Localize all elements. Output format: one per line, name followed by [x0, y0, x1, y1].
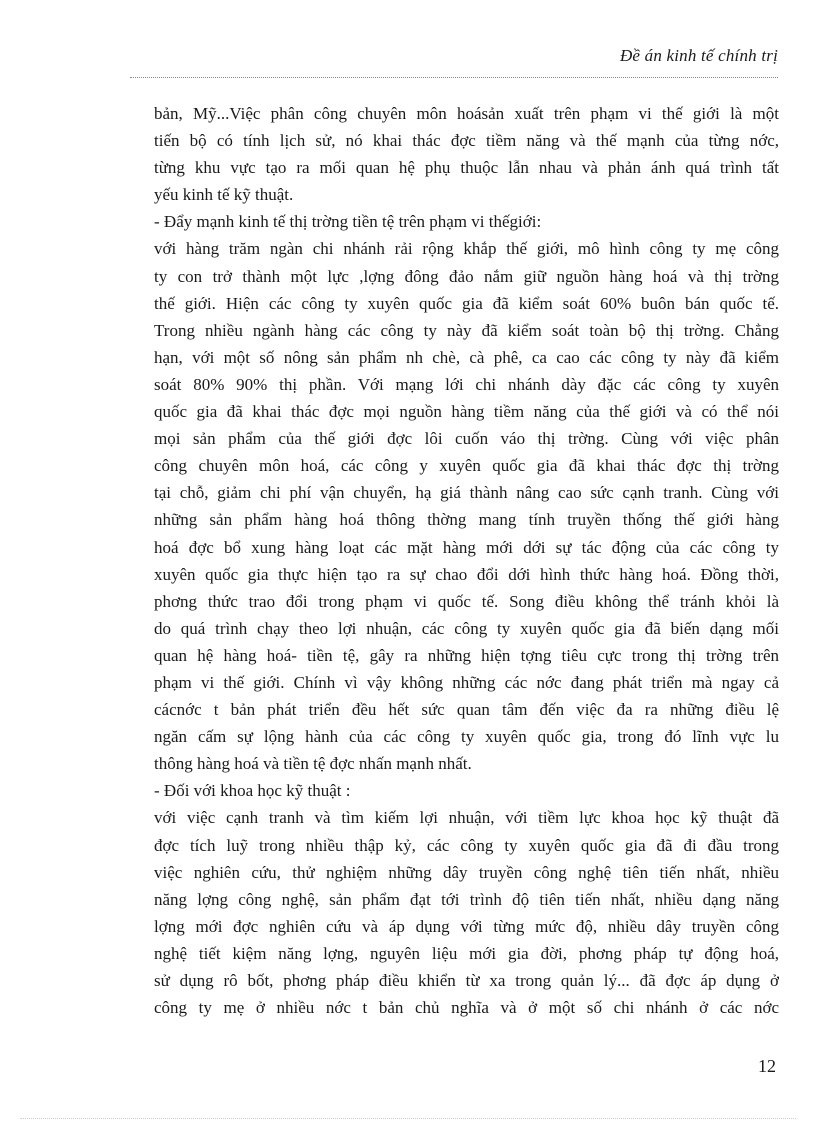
- body-text: [154, 100, 779, 1021]
- text-line: cácnớc t bản phát triển đều hết sức quan tâm đến việc đa ra những điều lệ: [154, 700, 779, 720]
- section-heading: - Đối với khoa học kỹ thuật :: [154, 781, 351, 801]
- text-line: thế giới. Hiện các công ty xuyên quốc gia đã kiểm soát 60% buôn bán quốc tế.: [154, 293, 779, 313]
- text-line: mọi sản phẩm của thế giới đợc lôi cuốn váo thị trờng. Cùng với việc phân: [154, 429, 779, 449]
- text-line: bản, Mỹ...Việc phân công chuyên môn hoásản xuất trên phạm vi thế giới là một: [154, 104, 779, 123]
- text-line: quốc gia đã khai thác đợc mọi nguồn hàng tiềm năng của thế giới và có thể nói: [154, 402, 779, 422]
- page-header: [0, 0, 816, 78]
- text-line: công ty mẹ ở nhiều nớc t bản chủ nghĩa và ở một số chi nhánh ở các nớc: [154, 998, 779, 1018]
- text-line: ngăn cấm sự lộng hành của các công ty xuyên quốc gia, trong đó lĩnh vực lu: [154, 727, 779, 747]
- text-line: sử dụng rô bốt, phơng pháp điều khiển từ xa trong quản lý... đã đợc áp dụng ở: [154, 971, 779, 990]
- section-heading: - Đẩy mạnh kinh tế thị trờng tiền tệ trên phạm vi thếgiới:: [154, 212, 542, 232]
- footer-rule: [20, 1118, 796, 1119]
- text-line: soát 80% 90% thị phần. Với mạng lới chi nhánh dày đặc các công ty xuyên: [154, 374, 779, 394]
- text-line: năng lợng công nghệ, sản phẩm đạt tới trình độ tiên tiến nhất, nhiều dạng năng: [154, 889, 779, 909]
- text-line: phơng thức trao đổi trong phạm vi quốc tế. Song điều không thể tránh khỏi là: [154, 591, 779, 611]
- text-line: nghệ tiết kiệm năng lợng, nguyên liệu mới gia đời, phơng pháp tự động hoá,: [154, 943, 779, 963]
- header-title: Đề án kinh tế chính trị: [619, 46, 778, 65]
- text-line: với việc cạnh tranh và tìm kiếm lợi nhuận, với tiềm lực khoa học kỹ thuật đã: [154, 808, 779, 828]
- text-line: hạn, với một số nông sản phẩm nh chè, cà phê, ca cao các công ty này đã kiểm: [154, 347, 779, 367]
- text-line: lợng mới đợc nghiên cứu và áp dụng với từng mức độ, nhiều dây truyền công: [154, 916, 779, 936]
- text-line: với hàng trăm ngàn chi nhánh rải rộng khắp thế giới, mô hình công ty mẹ công: [154, 239, 779, 259]
- text-line: tiến bộ có tính lịch sử, nó khai thác đợc tiềm năng và thế mạnh của từng nớc,: [154, 131, 779, 151]
- text-line: yếu kinh tế kỹ thuật.: [154, 185, 294, 205]
- text-line: xuyên quốc gia thực hiện tạo ra sự chao đổi dới hình thức hàng hoá. Đồng thời,: [154, 564, 779, 584]
- text-line: từng khu vực tạo ra mối quan hệ phụ thuộc lẫn nhau và phản ánh quá trình tất: [154, 158, 779, 178]
- header-rule: [130, 77, 778, 78]
- page-number: 12: [758, 1056, 776, 1076]
- text-line: đợc tích luỹ trong nhiều thập kỷ, các công ty xuyên quốc gia đã đi đầu trong: [154, 835, 779, 855]
- text-line: do quá trình chạy theo lợi nhuận, các công ty xuyên quốc gia đã biến dạng mối: [154, 618, 779, 638]
- text-line: Trong nhiều ngành hàng các công ty này đã kiểm soát toàn bộ thị trờng. Chẳng: [154, 320, 779, 340]
- text-line: hoá đợc bổ xung hàng loạt các mặt hàng mới dới sự tác động của các công ty: [154, 537, 779, 557]
- text-line: tại chỗ, giảm chi phí vận chuyển, hạ giá thành nâng cao sức cạnh tranh. Cùng với: [154, 483, 779, 503]
- text-line: phạm vi thế giới. Chính vì vậy không những các nớc đang phát triển mà ngay cả: [154, 672, 779, 692]
- text-line: công chuyên môn hoá, các công y xuyên quốc gia đã khai thác đợc thị trờng: [154, 456, 779, 476]
- text-line: việc nghiên cứu, thử nghiệm những dây truyền công nghệ tiên tiến nhất, nhiều: [154, 862, 779, 882]
- text-line: thông hàng hoá và tiền tệ đợc nhấn mạnh nhất.: [154, 754, 472, 774]
- text-line: những sản phẩm hàng hoá thông thờng mang tính truyền thống thế giới hàng: [154, 510, 779, 530]
- text-line: quan hệ hàng hoá- tiền tệ, gây ra những hiện tợng tiêu cực trong thị trờng trên: [154, 645, 779, 665]
- text-line: ty con trở thành một lực ,lợng đông đảo nắm giữ nguồn hàng hoá và thị trờng: [154, 266, 779, 286]
